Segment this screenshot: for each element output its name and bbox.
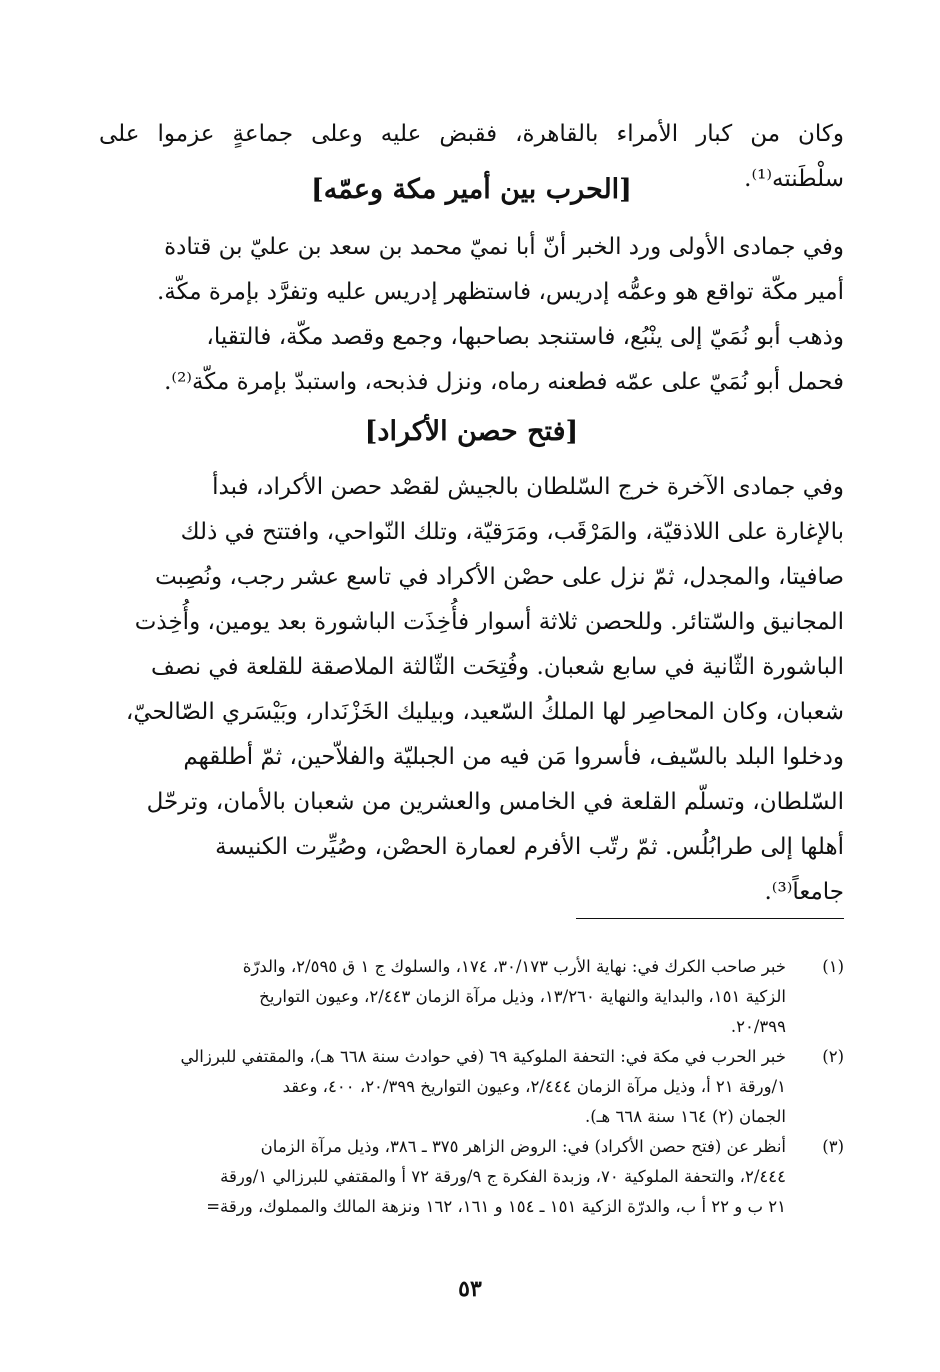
- footnote-number: (٣): [822, 1137, 844, 1156]
- page-number: ٥٣: [458, 1276, 482, 1302]
- paragraph-3-line: السّلطان، وتسلّم القلعة في الخامس والعشرين من شعبان بالأمان، وترحّل: [146, 789, 844, 815]
- paragraph-3-line: أهلها إلى طرابُلُس. ثمّ رتّب الأفرم لعمارة الحصْن، وصُيِّرت الكنيسة: [215, 834, 844, 860]
- paragraph-2-line: أمير مكّة تواقع هو وعمُّه إدريس، فاستظهر إدريس عليه وتفرَّد بإمرة مكّة.: [156, 279, 844, 305]
- footnote-line: خبر الحرب في مكة في: التحفة الملوكية ٦٩ (في حوادث سنة ٦٦٨ هـ)، والمقتفي للبرزالي: [180, 1047, 786, 1066]
- footnote-line: أنظر عن (فتح حصن الأكراد) في: الروض الزاهر ٣٧٥ ـ ٣٨٦، وذيل مرآة الزمان: [260, 1137, 786, 1156]
- section-heading-war-mecca: [الحرب بين أمير مكة وعمّه]: [311, 174, 632, 205]
- paragraph-3-line: وفي جمادى الآخرة خرج السّلطان بالجيش لقصْد حصن الأكراد، فبدأ: [212, 474, 844, 500]
- paragraph-3-line: الباشورة الثّانية في سابع شعبان. وفُتِحَت الثّالثة الملاصقة للقلعة في نصف: [150, 654, 844, 680]
- footnote-number: (١): [822, 957, 844, 976]
- footnote-line: الزكية ١٥١، والبداية والنهاية ١٣/٢٦٠، وذيل مرآة الزمان ٢/٤٤٣، وعيون التواريخ: [259, 987, 786, 1006]
- paragraph-3: [99, 465, 844, 915]
- footnotes: [99, 952, 844, 1222]
- paragraph-3-line: بالإغارة على اللاذقيّة، والمَرْقَب، ومَرَقيّة، وتلك النّواحي، وافتتح في ذلك: [180, 519, 844, 545]
- paragraph-3-line: جامعاً⁽³⁾.: [764, 879, 844, 905]
- footnote-line: الجمان (٢) ١٦٤ سنة ٦٦٨ هـ).: [585, 1107, 786, 1126]
- paragraph-2-line: وفي جمادى الأولى ورد الخبر أنّ أبا نميّ محمد بن سعد بن عليّ بن قتادة: [164, 234, 844, 260]
- footnote-line: ٢/٤٤٤، والتحفة الملوكية ٧٠، وزبدة الفكرة ج ٩/ورقة ٧٢ أ والمقتفي للبرزالي ١/ورقة: [220, 1167, 786, 1186]
- section-heading-kurds-fortress: [فتح حصن الأكراد]: [364, 416, 579, 447]
- paragraph-1-line: وكان من كبار الأمراء بالقاهرة، فقبض عليه وعلى جماعةٍ عزموا على سلْطَنته⁽¹⁾.: [99, 121, 844, 192]
- footnote-body: [99, 1132, 786, 1222]
- footnote-number: (٢): [822, 1047, 844, 1066]
- paragraph-3-line: المجانيق والسّتائر. وللحصن ثلاثة أسوار فأُخِذَت الباشورة بعد يومين، وأُخِذت: [134, 609, 844, 635]
- paragraph-2: [99, 225, 844, 405]
- paragraph-2-line: فحمل أبو نُمَيّ على عمّه فطعنه رماه، ونزل فذبحه، واستبدّ بإمرة مكّة⁽²⁾.: [164, 369, 844, 395]
- footnote-separator: [576, 918, 844, 919]
- paragraph-3-line: ودخلوا البلد بالسّيف، فأسروا مَن فيه من الجبليّة والفلاّحين، ثمّ أطلقهم: [183, 744, 844, 770]
- paragraph-3-line: شعبان، وكان المحاصِر لها الملكُ السّعيد، وبيليك الخَزْنَدار، وبَيْسَري الصّالحيّ،: [125, 699, 844, 725]
- footnote-line: خبر صاحب الكرك في: نهاية الأرب ٣٠/١٧٣، ١٧٤، والسلوك ج ١ ق ٢/٥٩٥، والدرّة: [242, 957, 786, 976]
- paragraph-3-line: صافيتا، والمجدل، ثمّ نزل على حصْن الأكراد في تاسع عشر رجب، ونُصِبت: [155, 564, 844, 590]
- footnote-1: [99, 952, 844, 1042]
- footnote-2: [99, 1042, 844, 1132]
- footnote-body: [99, 952, 786, 1042]
- paragraph-2-line: وذهب أبو نُمَيّ إلى ينْبُع، فاستنجد بصاحبها، وجمع وقصد مكّة، فالتقيا،: [206, 324, 844, 350]
- footnote-line: ٢١ ب و ٢٢ أ ب، والدرّة الزكية ١٥١ ـ ١٥٤ و ١٦١، ١٦٢ ونزهة المالك والمملوك، ورقة=: [206, 1197, 786, 1216]
- footnote-3: [99, 1132, 844, 1222]
- footnote-body: [99, 1042, 786, 1132]
- footnote-line: ٢٠/٣٩٩.: [730, 1017, 786, 1036]
- footnote-line: ١/ورقة ٢١ أ، وذيل مرآة الزمان ٢/٤٤٤، وعيون التواريخ ٢٠/٣٩٩، ٤٠٠، وعقد: [282, 1077, 786, 1096]
